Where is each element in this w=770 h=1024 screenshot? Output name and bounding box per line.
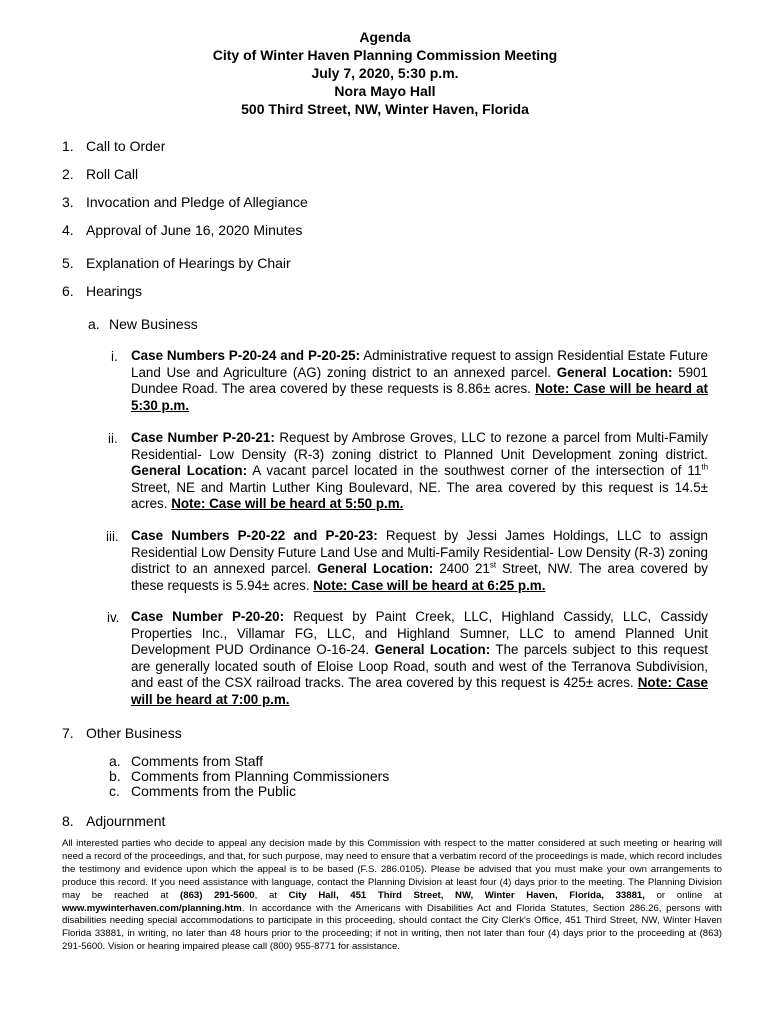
location-label: General Location: [556, 364, 673, 380]
planning-phone: (863) 291-5600 [180, 889, 255, 901]
subitem-comments-commissioners: Comments from Planning Commissioners [131, 768, 390, 784]
case-p-20-20: Case Number P-20-20: Request by Paint Creek, LLC, Highland Cassidy, LLC, Cassidy Properties Inc., Villamar FG, LLC, and Highland Sumner, LLC to amend Planned Unit Development PUD Ordinance O-16-24. General Location: The parcels subject to this request are generally located south of Eloise Loop Road, south and west of the Terranova Subdivision, and east of the CSX railroad tracks. The area covered by this request is 425± acres. Note: Case will be heard at 7:00 p.m. [131, 609, 709, 707]
subitem-comments-public: Comments from the Public [131, 783, 296, 799]
case-p-20-24-p-20-25: Case Numbers P-20-24 and P-20-25: Administrative request to assign Residential Estate Future Land Use and Agriculture (AG) zoning district to an annexed parcel. General Location: 5901 Dundee Road. The area covered by these requests is 8.86± acres. Note: Case will be heard at 5:30 p.m. [131, 348, 708, 413]
case-p-20-21: Case Number P-20-21: Request by Ambrose Groves, LLC to rezone a parcel from Multi-Family Residential- Low Density (R-3) zoning district to Planned Unit Development zoning district. General Location: A vacant parcel located in the southwest corner of the intersection of 11th Street, NE and Martin Luther King Boulevard, NE. The area covered by this request is 14.5± acres. Note: Case will be heard at 5:50 p.m. [131, 430, 709, 511]
case-title: Case Numbers P-20-24 and P-20-25: [131, 348, 361, 363]
case-title: Case Numbers P-20-22 and P-20-23: [131, 528, 378, 543]
subitem-letter: a. [109, 753, 121, 769]
item-number: 8. [62, 813, 74, 829]
location-label: General Location: [317, 561, 434, 576]
header-meeting-name: City of Winter Haven Planning Commission Meeting [212, 47, 558, 63]
subitem-new-business: New Business [109, 316, 198, 332]
header-address: 500 Third Street, NW, Winter Haven, Florida [241, 101, 529, 117]
case-title: Case Number P-20-20: [131, 609, 285, 624]
item-number: 4. [62, 222, 74, 238]
item-number: 5. [62, 255, 74, 271]
subitem-letter: a. [88, 316, 100, 332]
subitem-letter: c. [109, 783, 120, 799]
case-p-20-22-p-20-23: Case Numbers P-20-22 and P-20-23: Request by Jessi James Holdings, LLC to assign Residential Low Density Future Land Use and Multi-Family Residential- Low Density (R-3) zoning district to an annexed parcel. General Location: 2400 21st Street, NW. The area covered by these requests is 5.94± acres. Note: Case will be heard at 6:25 p.m. [131, 528, 709, 593]
location-label: General Location: [374, 642, 491, 657]
agenda-item-hearings: Hearings [86, 283, 143, 299]
item-number: 7. [62, 725, 74, 741]
case-numeral: ii. [108, 431, 118, 446]
case-numeral: iv. [107, 610, 120, 625]
header-title: Agenda [359, 29, 411, 45]
agenda-item-invocation: Invocation and Pledge of Allegiance [86, 194, 308, 210]
agenda-item-call-to-order: Call to Order [86, 138, 166, 154]
item-number: 6. [62, 283, 74, 299]
city-hall-address: City Hall, 451 Third Street, NW, Winter Haven, Florida, 33881, [288, 889, 645, 901]
agenda-item-other-business: Other Business [86, 725, 182, 741]
case-numeral: i. [111, 349, 118, 364]
planning-website-link[interactable]: www.mywinterhaven.com/planning.htm [62, 902, 242, 914]
location-label: General Location: [131, 463, 248, 478]
hearing-time-note: Note: Case will be heard at 5:30 p.m. [131, 381, 708, 413]
header-date-time: July 7, 2020, 5:30 p.m. [311, 65, 459, 81]
case-numeral: iii. [106, 529, 119, 544]
hearing-time-note: Note: Case will be heard at 7:00 p.m. [131, 675, 709, 707]
subitem-letter: b. [109, 768, 121, 784]
item-number: 1. [62, 138, 74, 154]
agenda-header [0, 28, 770, 118]
agenda-item-explanation: Explanation of Hearings by Chair [86, 255, 291, 271]
item-number: 3. [62, 194, 74, 210]
appeal-notice: All interested parties who decide to appeal any decision made by this Commission with respect to the matter considered at such meeting or hearing will need a record of the proceedings, and that, for such purpose, may need to ensure that a verbatim record of the proceedings is made, which record includes the testimony and evidence upon which the appeal is to be based (F.S. 286.0105). Please be advised that you must make your own arrangements to produce this record. If you need assistance with language, contact the Planning Division at least four (4) days prior to the meeting. The Planning Division may be reached at (863) 291-5600, at City Hall, 451 Third Street, NW, Winter Haven, Florida, 33881, or online at www.mywinterhaven.com/planning.htm. In accordance with the Americans with Disabilities Act and Florida Statutes, Section 286.26, persons with disabilities needing special accommodations to participate in this proceeding, should contact the City Clerk's Office, 451 Third Street, NW, Winter Haven Florida 33881, in writing, no later than 48 hours prior to the proceeding; if not in writing, then not later than four (4) days prior to the proceeding at (863) 291-5600. Vision or hearing impaired please call (800) 955-8771 for assistance. [62, 838, 722, 953]
hearing-time-note: Note: Case will be heard at 6:25 p.m. [313, 577, 546, 593]
agenda-item-approval-minutes: Approval of June 16, 2020 Minutes [86, 222, 303, 238]
item-number: 2. [62, 166, 74, 182]
hearing-time-note: Note: Case will be heard at 5:50 p.m. [171, 496, 404, 511]
agenda-item-adjournment: Adjournment [86, 813, 166, 829]
header-venue: Nora Mayo Hall [334, 83, 436, 99]
subitem-comments-staff: Comments from Staff [131, 753, 264, 769]
case-title: Case Number P-20-21: [131, 430, 275, 445]
agenda-item-roll-call: Roll Call [86, 166, 139, 182]
